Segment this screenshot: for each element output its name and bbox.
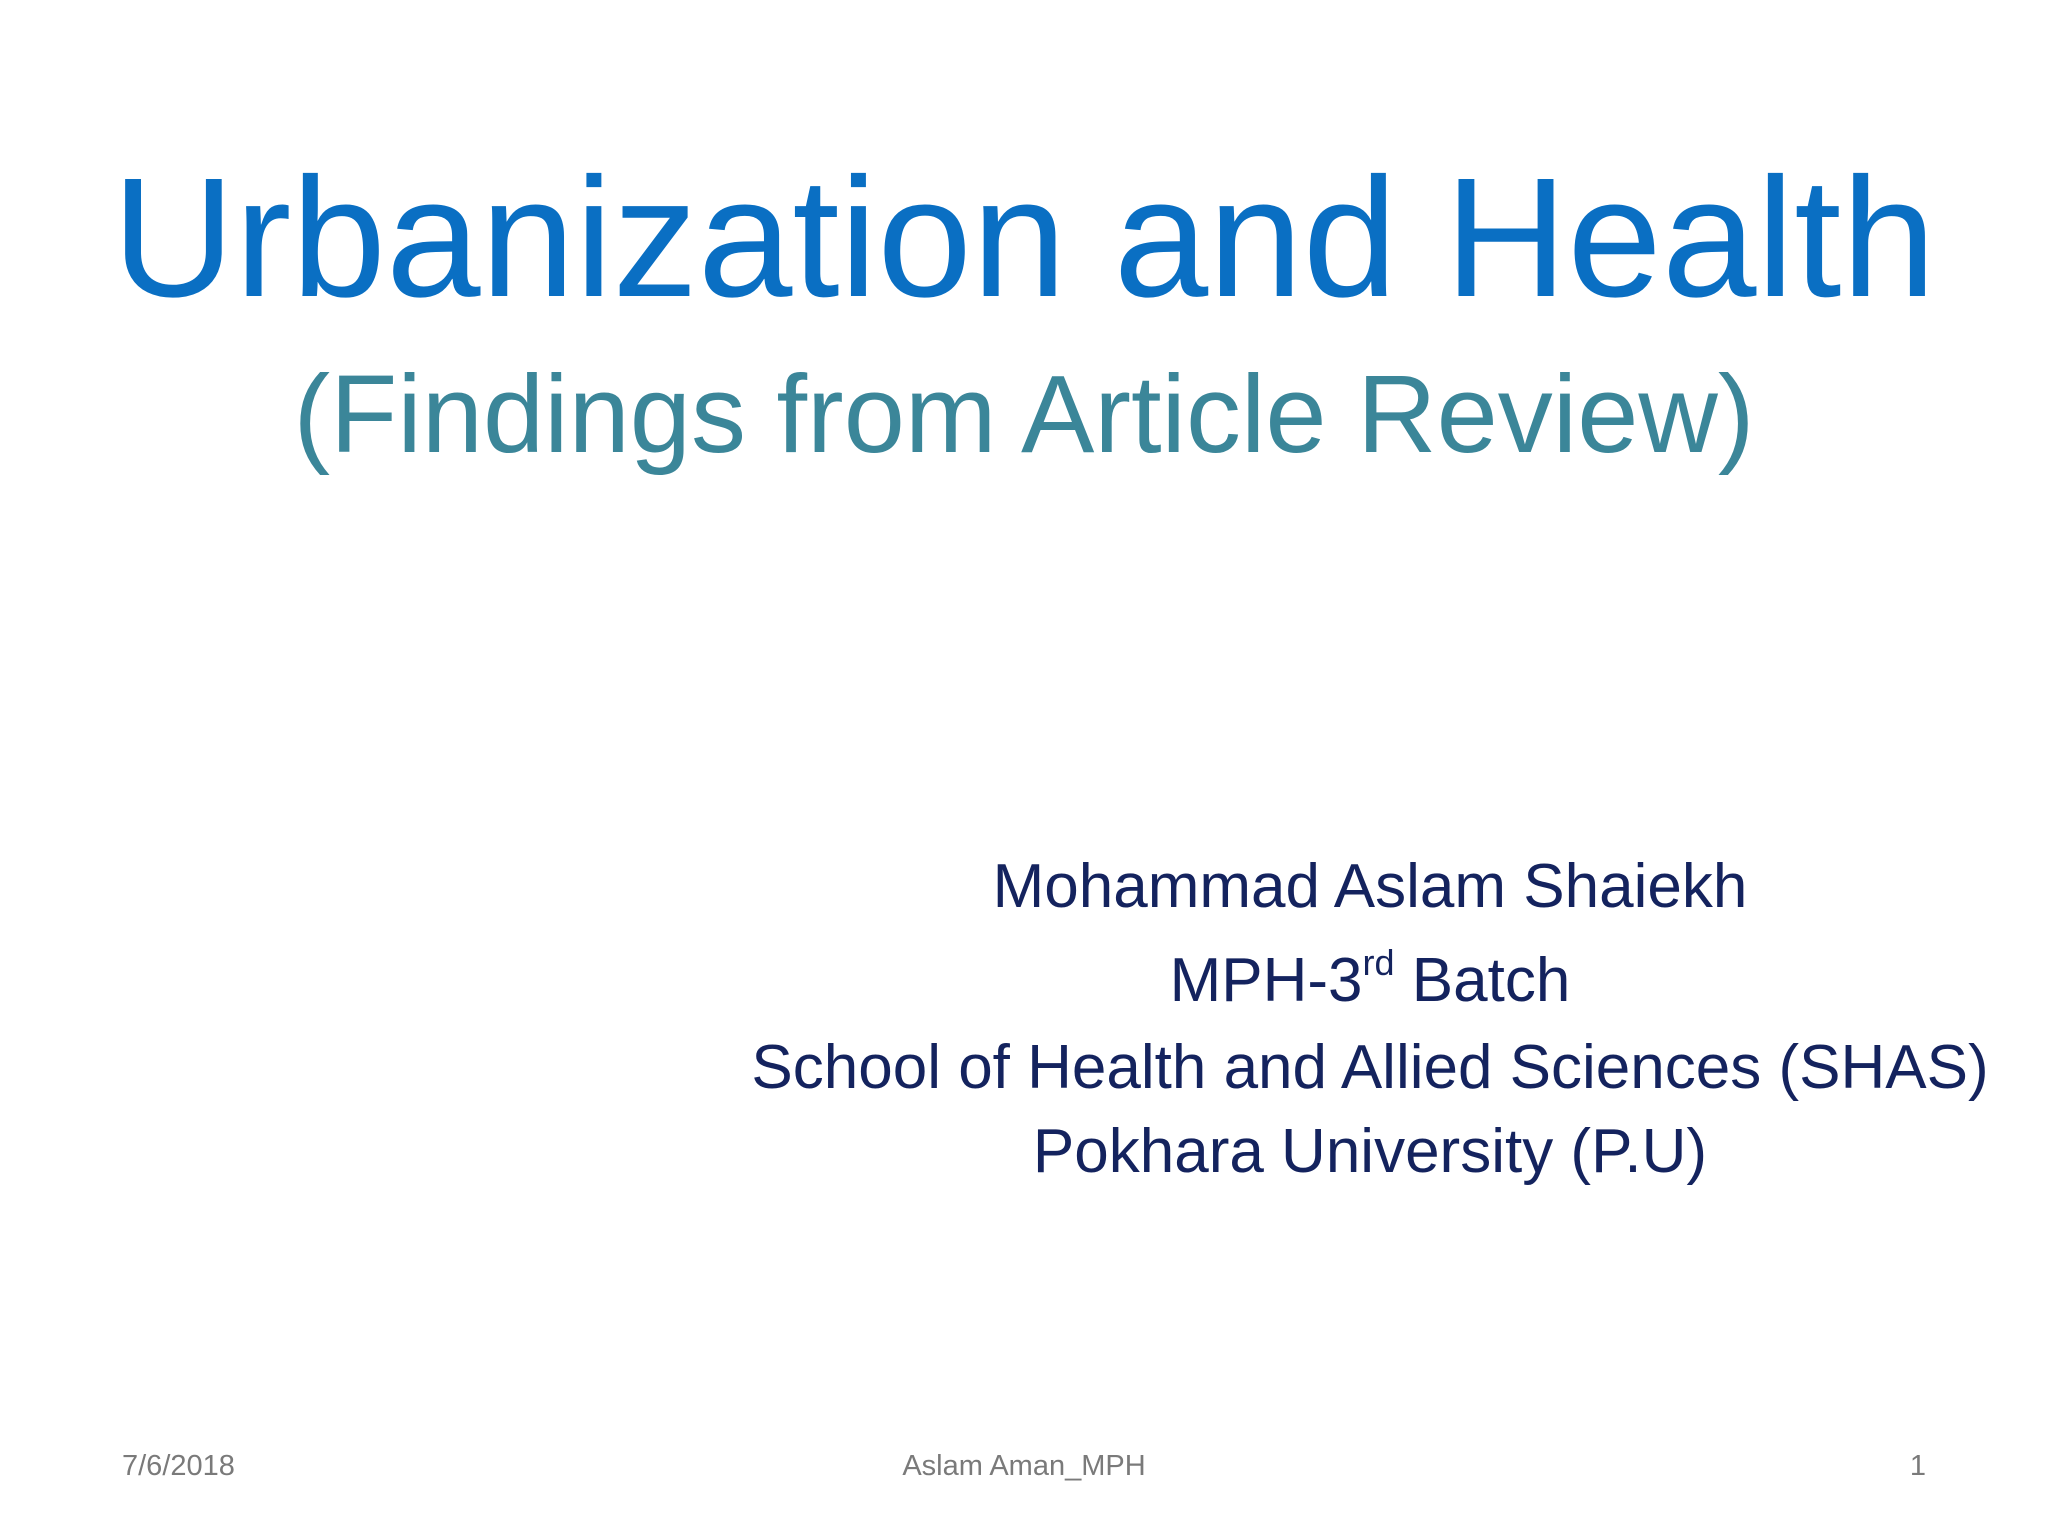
author-block [720,842,2020,1194]
footer-date: 7/6/2018 [122,1450,235,1482]
footer-page-number: 1 [1909,1450,1926,1482]
author-program [720,936,2020,1026]
program-superscript: rd [1362,942,1395,983]
slide-subtitle: (Findings from Article Review) [293,353,1755,476]
slide-title: Urbanization and Health [112,143,1936,333]
footer-center-text: Aslam Aman_MPH [902,1450,1146,1482]
author-university: Pokhara University (P.U) [1032,1117,1708,1186]
author-school: School of Health and Allied Sciences (SHAS) [751,1033,1989,1102]
author-name: Mohammad Aslam Shaiekh [992,852,1748,921]
program-prefix: MPH-3 [1169,946,1363,1015]
program-suffix: Batch [1394,946,1571,1015]
